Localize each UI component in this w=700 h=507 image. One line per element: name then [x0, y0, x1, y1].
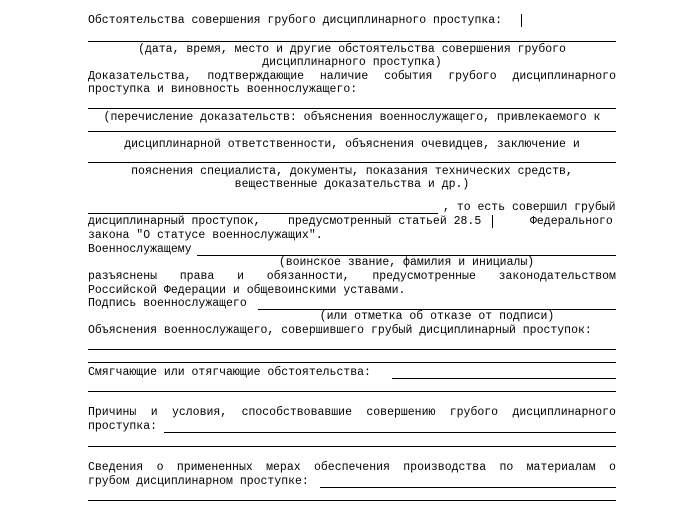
word: материалам [526, 461, 596, 474]
offender-input-line[interactable] [88, 213, 438, 214]
word: по [499, 461, 514, 474]
word: грубого [448, 70, 497, 83]
evidence-hint-3: пояснения специалиста, документы, показания технических средств, [131, 165, 573, 178]
offense-line-2-mid: предусмотренный статьей 28.5 [288, 215, 482, 228]
mitigating-label: Смягчающие или отягчающие обстоятельства: [88, 366, 371, 379]
offense-end-text: , то есть совершил грубый [443, 201, 616, 214]
measures-input-line-1[interactable] [320, 487, 616, 488]
offense-line-2-right: Федерального [530, 215, 613, 228]
word: подтверждающие [207, 70, 305, 83]
circumstances-label: Обстоятельства совершения грубого дисциплинарного проступка: [88, 14, 503, 27]
word: обеспечения [314, 461, 390, 474]
circumstances-hint-1: (дата, время, место и другие обстоятельства совершения грубого [138, 43, 566, 56]
word: и [150, 406, 158, 419]
word: примененных [176, 461, 253, 474]
causes-line-2: проступка: [88, 420, 158, 433]
mitigating-input-line-2[interactable] [88, 391, 616, 392]
rights-line-2: Российской Федерации и общевоинскими уставами. [88, 284, 406, 297]
word: производства [403, 461, 487, 474]
word: мерах [266, 461, 301, 474]
rights-line-1 [88, 270, 616, 283]
circumstances-hint-2: дисциплинарного проступка) [262, 56, 442, 69]
evidence-input-line-1[interactable] [88, 108, 616, 109]
word: грубого [449, 406, 499, 419]
measures-line-2: грубом дисциплинарном проступке: [88, 475, 309, 488]
evidence-line-1 [88, 70, 616, 83]
word: дисциплинарного [512, 70, 616, 83]
word: способствовавшие [241, 406, 352, 419]
word: дисциплинарного [512, 406, 616, 419]
evidence-hint-4: вещественные доказательства и др.) [234, 178, 470, 191]
serviceman-hint: (воинское звание, фамилия и инициалы) [278, 256, 535, 269]
word: наличие [319, 70, 369, 83]
mitigating-input-line-1[interactable] [392, 378, 616, 379]
evidence-input-line-3[interactable] [88, 162, 616, 163]
word: права [179, 270, 215, 283]
offense-line-3: закона "О статусе военнослужащих". [88, 229, 323, 242]
offense-line-2-left: дисциплинарный проступок, [88, 215, 261, 228]
signature-label: Подпись военнослужащего [88, 297, 247, 310]
measures-input-line-2[interactable] [88, 500, 616, 501]
explanation-label: Объяснения военнослужащего, совершившего грубый дисциплинарный проступок: [88, 324, 592, 337]
word: и [237, 270, 244, 283]
word: Сведения [88, 461, 144, 474]
word: совершению [366, 406, 436, 419]
evidence-line-2: проступка и виновность военнослужащего: [88, 83, 358, 96]
evidence-hint-2: дисциплинарной ответственности, объяснения очевидцев, заключение и [124, 138, 580, 151]
signature-hint: (или отметка об отказе от подписи) [319, 310, 555, 323]
word: Причины [88, 406, 137, 419]
circumstances-input-line[interactable] [88, 41, 616, 42]
causes-input-line-1[interactable] [164, 432, 616, 433]
word: предусмотренные [372, 270, 476, 283]
word: о [609, 461, 616, 474]
causes-line-1 [88, 406, 616, 419]
word: Доказательства, [88, 70, 192, 83]
serviceman-label: Военнослужащему [88, 243, 192, 256]
word: события [384, 70, 433, 83]
explanation-input-line-1[interactable] [88, 349, 616, 350]
evidence-hint-1: (перечисление доказательств: объяснения военнослужащего, привлекаемого к [103, 111, 601, 124]
word: обязанности, [266, 270, 350, 283]
word: разъяснены [88, 270, 158, 283]
word: законодательством [498, 270, 616, 283]
word: о [156, 461, 164, 474]
evidence-input-line-2[interactable] [88, 131, 616, 132]
word: условия, [171, 406, 228, 419]
text-cursor [521, 14, 522, 27]
text-cursor-2 [492, 215, 493, 228]
measures-line-1 [88, 461, 616, 474]
causes-input-line-2[interactable] [88, 446, 616, 447]
explanation-input-line-2[interactable] [88, 362, 616, 363]
